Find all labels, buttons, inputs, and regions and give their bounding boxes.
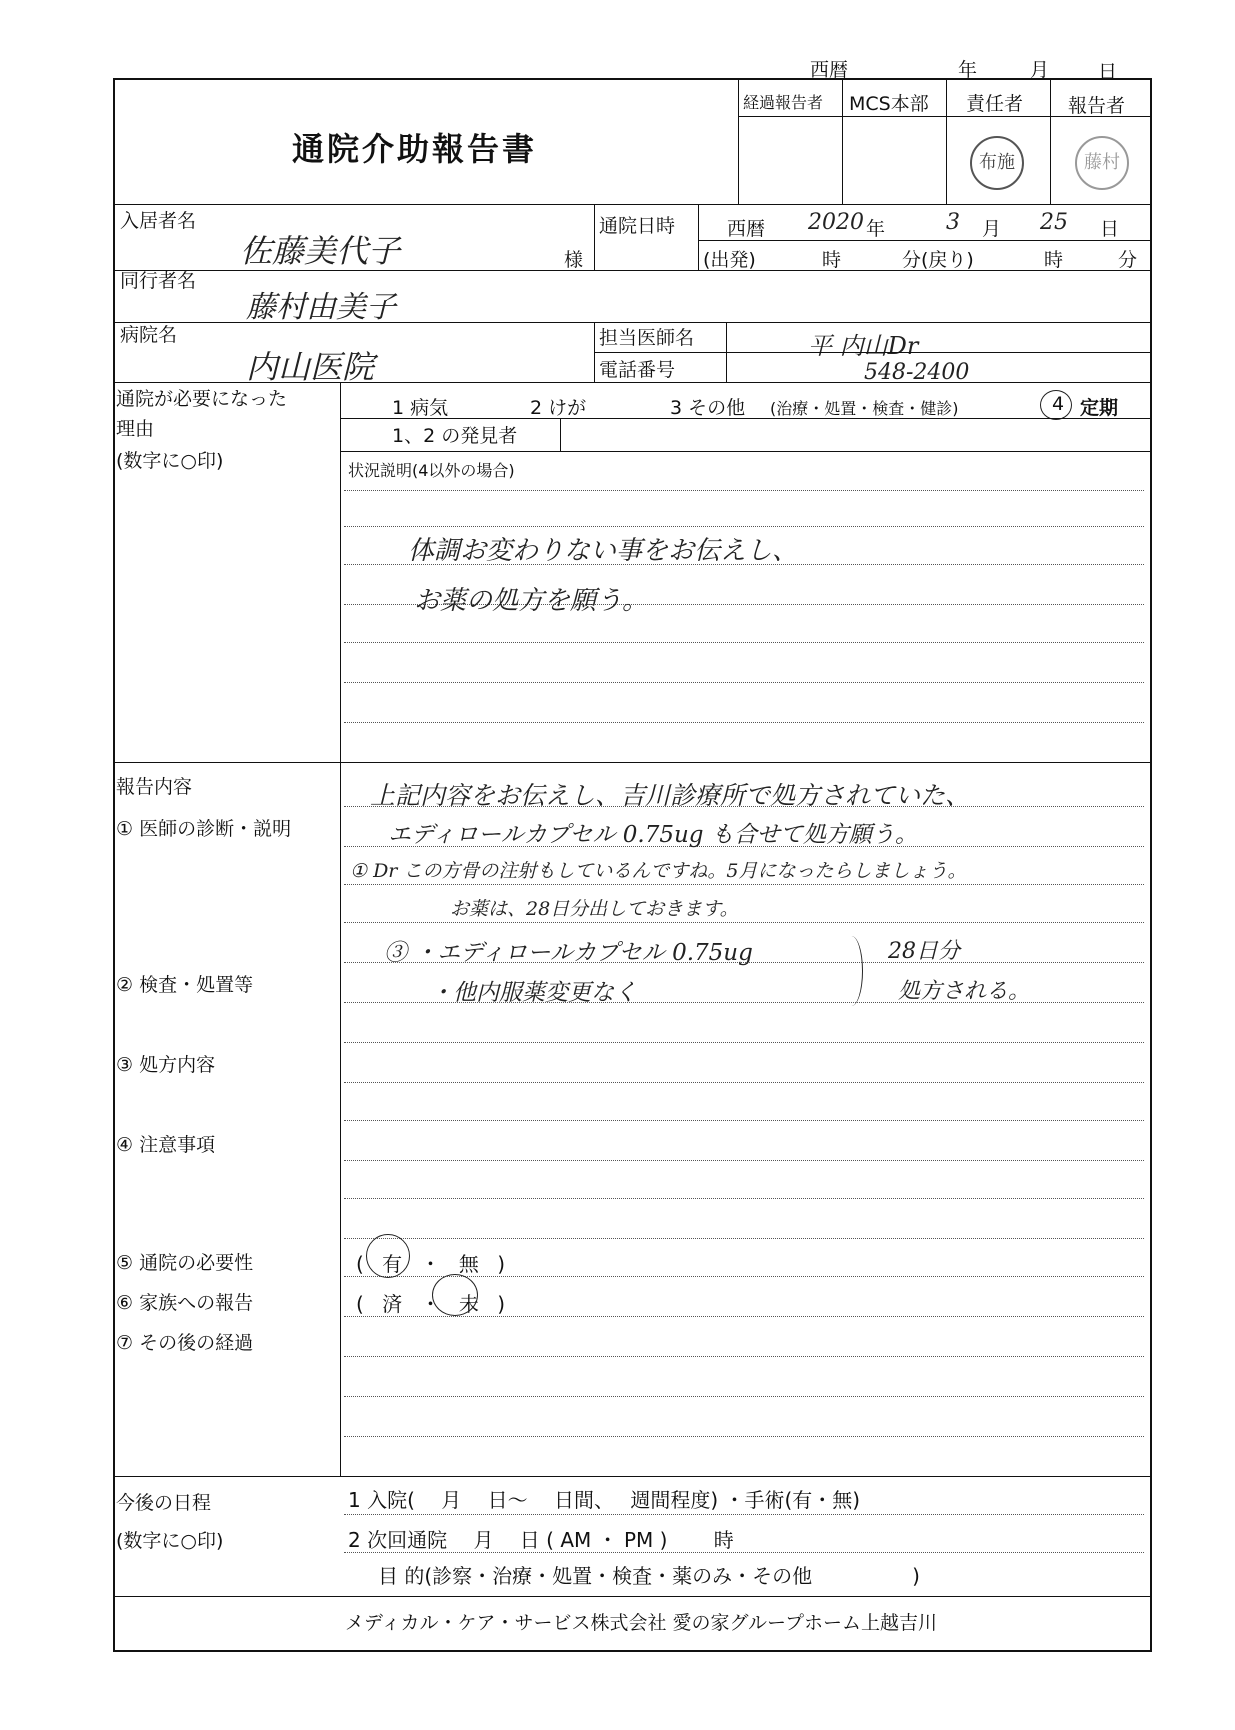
phone-value: 548-2400 — [864, 360, 970, 385]
report-line-4: お薬は、28日分出しておきます。 — [450, 898, 739, 920]
visit-minute2: 分 — [1118, 249, 1138, 271]
form-title: 通院介助報告書 — [292, 130, 538, 168]
necessity-options: ( 有 ・ 無 ) — [356, 1252, 512, 1276]
schedule-row-1: 1 入院( 月 日〜 日間、 週間程度) ・手術(有・無) — [348, 1488, 861, 1512]
footer-company: メディカル・ケア・サービス株式会社 愛の家グループホーム上越吉川 — [345, 1612, 938, 1634]
report-line-3: ① Dr この方骨の注射もしているんですね。5月になったらしましょう。 — [350, 860, 967, 882]
doctor-label: 担当医師名 — [599, 327, 695, 349]
visit-minute-return: 分(戻り) — [902, 249, 974, 271]
reason-option-regular: 定期 — [1080, 397, 1119, 419]
situation-line-2: お薬の処方を願う。 — [414, 586, 649, 616]
report-item-cautions: ④ 注意事項 — [116, 1134, 216, 1156]
hospital-label: 病院名 — [120, 324, 178, 346]
report-line-6b: 処方される。 — [898, 979, 1031, 1004]
schedule-label-2: (数字に○印) — [116, 1530, 224, 1552]
report-item-followup: ⑦ その後の経過 — [116, 1332, 254, 1354]
visit-month-unit: 月 — [982, 218, 1002, 240]
prescription-bracket — [840, 936, 863, 1006]
report-item-tests: ② 検査・処置等 — [116, 974, 254, 996]
necessity-yes-circle-mark — [366, 1234, 410, 1278]
reason-option-injury: 2 けが — [530, 397, 587, 419]
report-item-diagnosis: ① 医師の診断・説明 — [116, 818, 292, 840]
resident-suffix: 様 — [564, 249, 584, 271]
visit-day-unit: 日 — [1100, 218, 1120, 240]
report-item-necessity: ⑤ 通院の必要性 — [116, 1252, 254, 1274]
family-options: ( 済 ・ 未 ) — [356, 1292, 512, 1316]
reason-label-2: 理由 — [116, 418, 155, 440]
report-item-prescription: ③ 処方内容 — [116, 1054, 216, 1076]
report-line-5b: 28日分 — [888, 939, 960, 964]
hospital-name: 内山医院 — [246, 348, 375, 386]
companion-name: 藤村由美子 — [246, 290, 396, 325]
visit-month-value: 3 — [946, 210, 960, 235]
phone-label: 電話番号 — [599, 359, 676, 381]
resident-label: 入居者名 — [120, 210, 197, 232]
visit-year-value: 2020 — [808, 210, 864, 235]
approval-header-reporter: 報告者 — [1068, 95, 1126, 117]
visit-hour2: 時 — [1044, 249, 1064, 271]
schedule-row-2: 2 次回通院 月 日 ( AM ・ PM ) 時 — [348, 1528, 734, 1552]
report-line-1: 上記内容をお伝えし、吉川診療所で処方されていた、 — [370, 781, 971, 810]
visit-day-value: 25 — [1040, 210, 1068, 235]
responsible-seal: 布施 — [970, 136, 1024, 190]
report-line-5: ③ ・エディロールカプセル 0.75ug — [384, 940, 753, 966]
visit-departure: (出発) — [703, 249, 756, 271]
visit-label: 通院日時 — [599, 215, 676, 237]
schedule-label: 今後の日程 — [116, 1492, 212, 1514]
companion-label: 同行者名 — [120, 270, 197, 292]
reason-option-other: 3 その他 — [670, 397, 746, 419]
schedule-row-3: 目 的(診察・治療・処置・検査・薬のみ・その他 ) — [378, 1564, 920, 1588]
date-era: 西暦 — [810, 59, 849, 81]
reason-option-illness: 1 病気 — [392, 397, 449, 419]
visit-era: 西暦 — [727, 218, 766, 240]
report-line-6: ・他内服薬変更なく — [430, 980, 637, 1006]
finder-label: 1、2 の発見者 — [392, 425, 518, 447]
reporter-seal: 藤村 — [1075, 136, 1129, 190]
reason-option-other-detail: (治療・処置・検査・健診) — [770, 399, 959, 418]
situation-line-1: 体調お変わりない事をお伝えし、 — [408, 536, 799, 566]
reason-label-1: 通院が必要になった — [116, 388, 288, 410]
date-day: 日 — [1098, 61, 1118, 83]
visit-hour: 時 — [822, 249, 842, 271]
situation-label: 状況説明(4以外の場合) — [348, 461, 515, 480]
resident-name: 佐藤美代子 — [240, 232, 401, 270]
visit-year-unit: 年 — [866, 218, 886, 240]
doctor-name: 平 内山Dr — [808, 332, 919, 360]
report-label: 報告内容 — [116, 776, 193, 798]
reason-option-regular-number: 4 — [1052, 393, 1065, 415]
date-year: 年 — [958, 59, 978, 81]
family-not-yet-circle-mark — [432, 1274, 478, 1316]
report-item-family: ⑥ 家族への報告 — [116, 1292, 254, 1314]
date-month: 月 — [1030, 59, 1050, 81]
approval-header-mcs: MCS本部 — [849, 93, 929, 115]
approval-header-progress: 経過報告者 — [743, 93, 824, 112]
report-line-2: エディロールカプセル 0.75ug も合せて処方願う。 — [388, 822, 918, 848]
reason-label-3: (数字に○印) — [116, 450, 224, 472]
approval-header-responsible: 責任者 — [966, 93, 1024, 115]
